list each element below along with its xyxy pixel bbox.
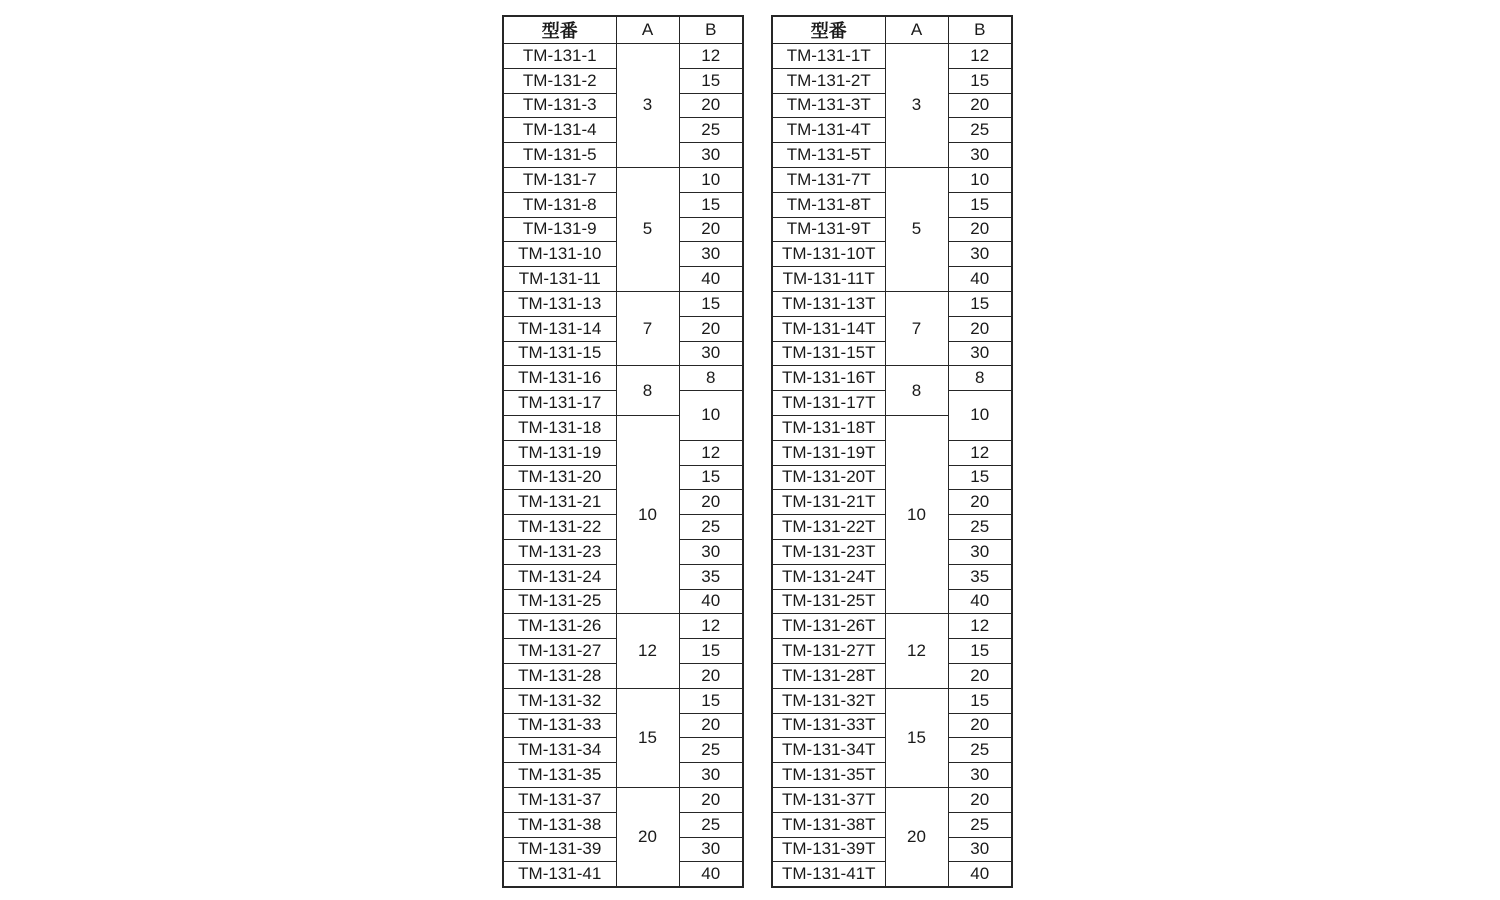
model-cell: TM-131-41T bbox=[772, 862, 885, 887]
header-row bbox=[503, 16, 743, 44]
model-cell: TM-131-26T bbox=[772, 614, 885, 639]
b-value-cell: 15 bbox=[679, 192, 743, 217]
model-cell: TM-131-25 bbox=[503, 589, 616, 614]
b-value-cell: 15 bbox=[679, 639, 743, 664]
model-cell: TM-131-33T bbox=[772, 713, 885, 738]
model-cell: TM-131-5 bbox=[503, 143, 616, 168]
b-value-cell: 12 bbox=[948, 614, 1012, 639]
b-value-cell: 20 bbox=[948, 787, 1012, 812]
model-cell: TM-131-1 bbox=[503, 44, 616, 69]
model-cell: TM-131-28 bbox=[503, 663, 616, 688]
b-value-cell: 20 bbox=[679, 713, 743, 738]
b-value-cell: 20 bbox=[948, 316, 1012, 341]
b-value-cell: 30 bbox=[679, 837, 743, 862]
b-value-cell: 40 bbox=[948, 862, 1012, 887]
b-value-cell: 15 bbox=[679, 68, 743, 93]
b-value-cell: 30 bbox=[679, 242, 743, 267]
model-cell: TM-131-25T bbox=[772, 589, 885, 614]
model-cell: TM-131-32T bbox=[772, 688, 885, 713]
b-value-cell: 30 bbox=[948, 837, 1012, 862]
table-row bbox=[503, 614, 743, 639]
b-value-cell: 25 bbox=[948, 738, 1012, 763]
header-b: B bbox=[948, 16, 1012, 44]
model-cell: TM-131-34T bbox=[772, 738, 885, 763]
a-value-cell: 10 bbox=[885, 415, 948, 613]
model-cell: TM-131-10T bbox=[772, 242, 885, 267]
b-value-cell: 15 bbox=[948, 688, 1012, 713]
model-cell: TM-131-15 bbox=[503, 341, 616, 366]
model-cell: TM-131-14T bbox=[772, 316, 885, 341]
model-cell: TM-131-24T bbox=[772, 564, 885, 589]
a-value-cell: 3 bbox=[885, 44, 948, 168]
model-cell: TM-131-17T bbox=[772, 391, 885, 416]
a-value-cell: 20 bbox=[885, 787, 948, 887]
model-cell: TM-131-33 bbox=[503, 713, 616, 738]
model-cell: TM-131-23 bbox=[503, 539, 616, 564]
a-value-cell: 5 bbox=[616, 167, 679, 291]
b-value-cell: 30 bbox=[679, 143, 743, 168]
table-row bbox=[503, 167, 743, 192]
b-value-cell: 8 bbox=[948, 366, 1012, 391]
table-row bbox=[503, 366, 743, 391]
b-value-cell: 10 bbox=[948, 167, 1012, 192]
a-value-cell: 12 bbox=[885, 614, 948, 688]
a-value-cell: 10 bbox=[616, 415, 679, 613]
model-cell: TM-131-10 bbox=[503, 242, 616, 267]
b-value-cell: 15 bbox=[679, 688, 743, 713]
b-value-cell: 25 bbox=[679, 118, 743, 143]
model-cell: TM-131-13T bbox=[772, 291, 885, 316]
table-row bbox=[503, 787, 743, 812]
model-cell: TM-131-3T bbox=[772, 93, 885, 118]
model-cell: TM-131-38T bbox=[772, 812, 885, 837]
table-row bbox=[772, 614, 1012, 639]
b-value-cell: 20 bbox=[948, 490, 1012, 515]
a-value-cell: 15 bbox=[616, 688, 679, 787]
model-cell: TM-131-13 bbox=[503, 291, 616, 316]
header-b: B bbox=[679, 16, 743, 44]
b-value-cell: 20 bbox=[679, 490, 743, 515]
model-cell: TM-131-4T bbox=[772, 118, 885, 143]
model-cell: TM-131-21T bbox=[772, 490, 885, 515]
model-cell: TM-131-4 bbox=[503, 118, 616, 143]
model-cell: TM-131-16 bbox=[503, 366, 616, 391]
model-cell: TM-131-7 bbox=[503, 167, 616, 192]
header-model: 型番 bbox=[503, 16, 616, 44]
b-value-cell: 15 bbox=[679, 465, 743, 490]
b-value-cell: 40 bbox=[948, 589, 1012, 614]
model-cell: TM-131-38 bbox=[503, 812, 616, 837]
a-value-cell: 20 bbox=[616, 787, 679, 887]
table-row bbox=[503, 291, 743, 316]
b-value-cell: 30 bbox=[679, 763, 743, 788]
model-cell: TM-131-37 bbox=[503, 787, 616, 812]
b-value-cell: 12 bbox=[948, 440, 1012, 465]
b-value-cell: 25 bbox=[679, 738, 743, 763]
model-cell: TM-131-24 bbox=[503, 564, 616, 589]
b-value-cell: 10 bbox=[679, 167, 743, 192]
spec-table-plain bbox=[502, 15, 744, 888]
model-cell: TM-131-27T bbox=[772, 639, 885, 664]
b-value-cell: 25 bbox=[948, 515, 1012, 540]
model-cell: TM-131-32 bbox=[503, 688, 616, 713]
model-cell: TM-131-16T bbox=[772, 366, 885, 391]
table-row bbox=[772, 787, 1012, 812]
model-cell: TM-131-3 bbox=[503, 93, 616, 118]
model-cell: TM-131-18T bbox=[772, 415, 885, 440]
header-a: A bbox=[885, 16, 948, 44]
model-cell: TM-131-35 bbox=[503, 763, 616, 788]
model-cell: TM-131-9 bbox=[503, 217, 616, 242]
model-cell: TM-131-37T bbox=[772, 787, 885, 812]
model-cell: TM-131-8 bbox=[503, 192, 616, 217]
a-value-cell: 7 bbox=[616, 291, 679, 365]
b-value-cell: 15 bbox=[679, 291, 743, 316]
table-row bbox=[503, 688, 743, 713]
b-value-cell: 30 bbox=[679, 341, 743, 366]
b-value-cell: 30 bbox=[948, 341, 1012, 366]
b-value-cell: 30 bbox=[948, 539, 1012, 564]
table-row bbox=[772, 688, 1012, 713]
table-row bbox=[772, 366, 1012, 391]
model-cell: TM-131-21 bbox=[503, 490, 616, 515]
b-value-cell: 10 bbox=[679, 391, 743, 441]
table-row bbox=[772, 44, 1012, 69]
b-value-cell: 30 bbox=[679, 539, 743, 564]
a-value-cell: 8 bbox=[885, 366, 948, 416]
model-cell: TM-131-7T bbox=[772, 167, 885, 192]
b-value-cell: 40 bbox=[948, 267, 1012, 292]
b-value-cell: 30 bbox=[948, 242, 1012, 267]
b-value-cell: 20 bbox=[679, 217, 743, 242]
b-value-cell: 12 bbox=[679, 44, 743, 69]
b-value-cell: 20 bbox=[948, 217, 1012, 242]
b-value-cell: 40 bbox=[679, 589, 743, 614]
b-value-cell: 15 bbox=[948, 639, 1012, 664]
a-value-cell: 12 bbox=[616, 614, 679, 688]
model-cell: TM-131-27 bbox=[503, 639, 616, 664]
model-cell: TM-131-19T bbox=[772, 440, 885, 465]
b-value-cell: 15 bbox=[948, 465, 1012, 490]
b-value-cell: 25 bbox=[679, 515, 743, 540]
model-cell: TM-131-23T bbox=[772, 539, 885, 564]
b-value-cell: 20 bbox=[948, 93, 1012, 118]
b-value-cell: 30 bbox=[948, 763, 1012, 788]
b-value-cell: 25 bbox=[948, 118, 1012, 143]
b-value-cell: 40 bbox=[679, 267, 743, 292]
b-value-cell: 20 bbox=[948, 713, 1012, 738]
b-value-cell: 15 bbox=[948, 192, 1012, 217]
a-value-cell: 7 bbox=[885, 291, 948, 365]
table-row bbox=[772, 291, 1012, 316]
b-value-cell: 30 bbox=[948, 143, 1012, 168]
model-cell: TM-131-39T bbox=[772, 837, 885, 862]
b-value-cell: 10 bbox=[948, 391, 1012, 441]
model-cell: TM-131-28T bbox=[772, 663, 885, 688]
header-row bbox=[772, 16, 1012, 44]
model-cell: TM-131-20T bbox=[772, 465, 885, 490]
b-value-cell: 15 bbox=[948, 68, 1012, 93]
model-cell: TM-131-35T bbox=[772, 763, 885, 788]
model-cell: TM-131-22T bbox=[772, 515, 885, 540]
b-value-cell: 12 bbox=[948, 44, 1012, 69]
b-value-cell: 12 bbox=[679, 440, 743, 465]
header-a: A bbox=[616, 16, 679, 44]
b-value-cell: 20 bbox=[679, 663, 743, 688]
b-value-cell: 12 bbox=[679, 614, 743, 639]
model-cell: TM-131-2T bbox=[772, 68, 885, 93]
b-value-cell: 20 bbox=[948, 663, 1012, 688]
a-value-cell: 5 bbox=[885, 167, 948, 291]
model-cell: TM-131-8T bbox=[772, 192, 885, 217]
model-cell: TM-131-26 bbox=[503, 614, 616, 639]
b-value-cell: 40 bbox=[679, 862, 743, 887]
model-cell: TM-131-15T bbox=[772, 341, 885, 366]
a-value-cell: 3 bbox=[616, 44, 679, 168]
b-value-cell: 25 bbox=[948, 812, 1012, 837]
model-cell: TM-131-9T bbox=[772, 217, 885, 242]
spec-table-t-suffix bbox=[771, 15, 1013, 888]
b-value-cell: 20 bbox=[679, 787, 743, 812]
model-cell: TM-131-11 bbox=[503, 267, 616, 292]
header-model: 型番 bbox=[772, 16, 885, 44]
b-value-cell: 25 bbox=[679, 812, 743, 837]
model-cell: TM-131-22 bbox=[503, 515, 616, 540]
a-value-cell: 15 bbox=[885, 688, 948, 787]
model-cell: TM-131-5T bbox=[772, 143, 885, 168]
b-value-cell: 15 bbox=[948, 291, 1012, 316]
model-cell: TM-131-14 bbox=[503, 316, 616, 341]
b-value-cell: 35 bbox=[948, 564, 1012, 589]
model-cell: TM-131-1T bbox=[772, 44, 885, 69]
model-cell: TM-131-39 bbox=[503, 837, 616, 862]
table-row bbox=[772, 167, 1012, 192]
table-row bbox=[503, 44, 743, 69]
model-cell: TM-131-11T bbox=[772, 267, 885, 292]
model-cell: TM-131-34 bbox=[503, 738, 616, 763]
model-cell: TM-131-41 bbox=[503, 862, 616, 887]
b-value-cell: 20 bbox=[679, 316, 743, 341]
a-value-cell: 8 bbox=[616, 366, 679, 416]
b-value-cell: 35 bbox=[679, 564, 743, 589]
model-cell: TM-131-2 bbox=[503, 68, 616, 93]
model-cell: TM-131-19 bbox=[503, 440, 616, 465]
model-cell: TM-131-20 bbox=[503, 465, 616, 490]
model-cell: TM-131-17 bbox=[503, 391, 616, 416]
model-cell: TM-131-18 bbox=[503, 415, 616, 440]
b-value-cell: 20 bbox=[679, 93, 743, 118]
b-value-cell: 8 bbox=[679, 366, 743, 391]
